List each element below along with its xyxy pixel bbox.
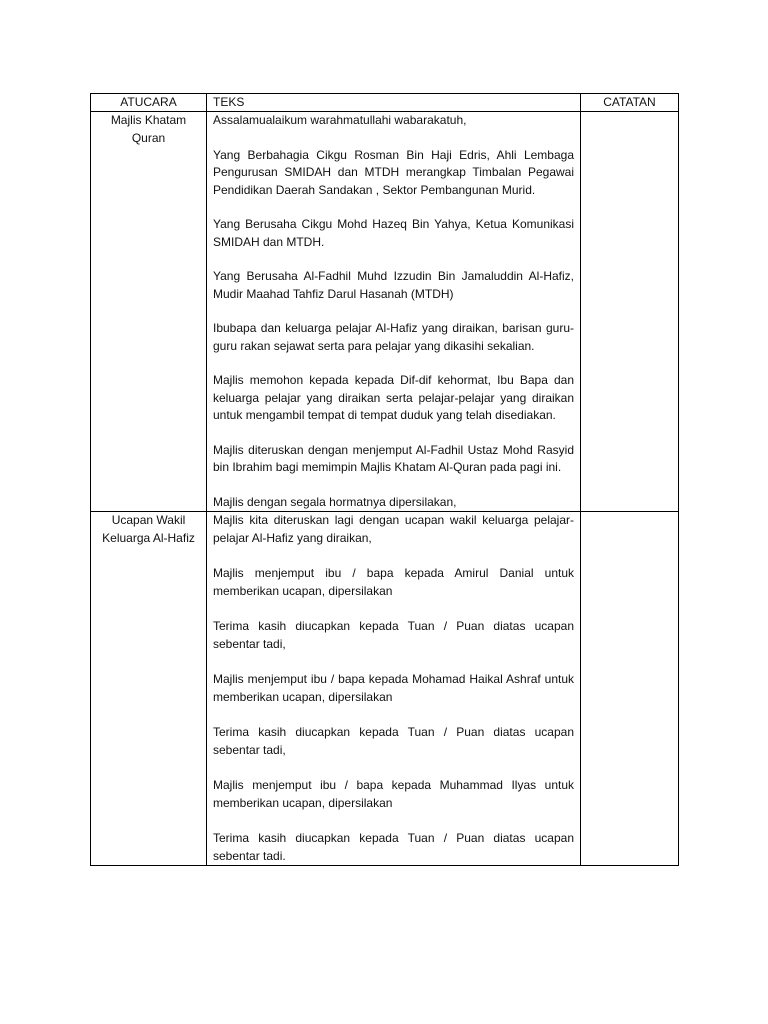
teks-paragraph: Ibubapa dan keluarga pelajar Al-Hafiz yang diraikan, barisan guru-guru rakan sejawat serta para pelajar yang dikasihi sekalian. [213,321,574,353]
teks-paragraph: Majlis kita diteruskan lagi dengan ucapan wakil keluarga pelajar-pelajar Al-Hafiz yang diraikan, [213,513,574,545]
header-row [91,94,679,112]
table-row [91,512,679,866]
teks-paragraph: Yang Berusaha Al-Fadhil Muhd Izzudin Bin Jamaluddin Al-Hafiz, Mudir Maahad Tahfiz Darul Hasanah (MTDH) [213,269,574,301]
teks-paragraph: Terima kasih diucapkan kepada Tuan / Puan diatas ucapan sebentar tadi, [213,725,574,757]
catatan-cell [581,112,679,512]
teks-cell [207,512,581,866]
teks-paragraph: Yang Berbahagia Cikgu Rosman Bin Haji Edris, Ahli Lembaga Pengurusan SMIDAH dan MTDH merangkap Timbalan Pegawai Pendidikan Daerah Sandakan , Sektor Pembangunan Murid. [213,147,574,197]
atucara-cell: Majlis Khatam Quran [91,112,207,512]
teks-paragraph: Majlis menjemput ibu / bapa kepada Mohamad Haikal Ashraf untuk memberikan ucapan, dipersilakan [213,672,574,704]
program-table [90,93,679,866]
table-row [91,112,679,512]
teks-cell [207,112,581,512]
header-atucara: ATUCARA [91,94,207,112]
teks-paragraph: Yang Berusaha Cikgu Mohd Hazeq Bin Yahya, Ketua Komunikasi SMIDAH dan MTDH. [213,217,574,249]
teks-paragraph: Assalamualaikum warahmatullahi wabarakatuh, [213,113,467,127]
atucara-cell: Ucapan Wakil Keluarga Al-Hafiz [91,512,207,866]
teks-paragraph: Majlis memohon kepada kepada Dif-dif kehormat, Ibu Bapa dan keluarga pelajar yang diraikan serta pelajar-pelajar yang diraikan untuk mengambil tempat di tempat duduk yang telah disediakan. [213,373,574,422]
teks-paragraph: Majlis dengan segala hormatnya dipersilakan, [213,494,457,509]
catatan-cell [581,512,679,866]
teks-paragraph: Terima kasih diucapkan kepada Tuan / Puan diatas ucapan sebentar tadi. [213,831,574,863]
teks-paragraph: Majlis menjemput ibu / bapa kepada Muhammad Ilyas untuk memberikan ucapan, dipersilakan [213,778,574,810]
teks-paragraph: Majlis diteruskan dengan menjemput Al-Fadhil Ustaz Mohd Rasyid bin Ibrahim bagi memimpin Majlis Khatam Al-Quran pada pagi ini. [213,442,574,474]
teks-paragraph: Terima kasih diucapkan kepada Tuan / Puan diatas ucapan sebentar tadi, [213,619,574,651]
header-teks: TEKS [207,94,581,112]
header-catatan: CATATAN [581,94,679,112]
teks-paragraph: Majlis menjemput ibu / bapa kepada Amirul Danial untuk memberikan ucapan, dipersilakan [213,566,574,598]
